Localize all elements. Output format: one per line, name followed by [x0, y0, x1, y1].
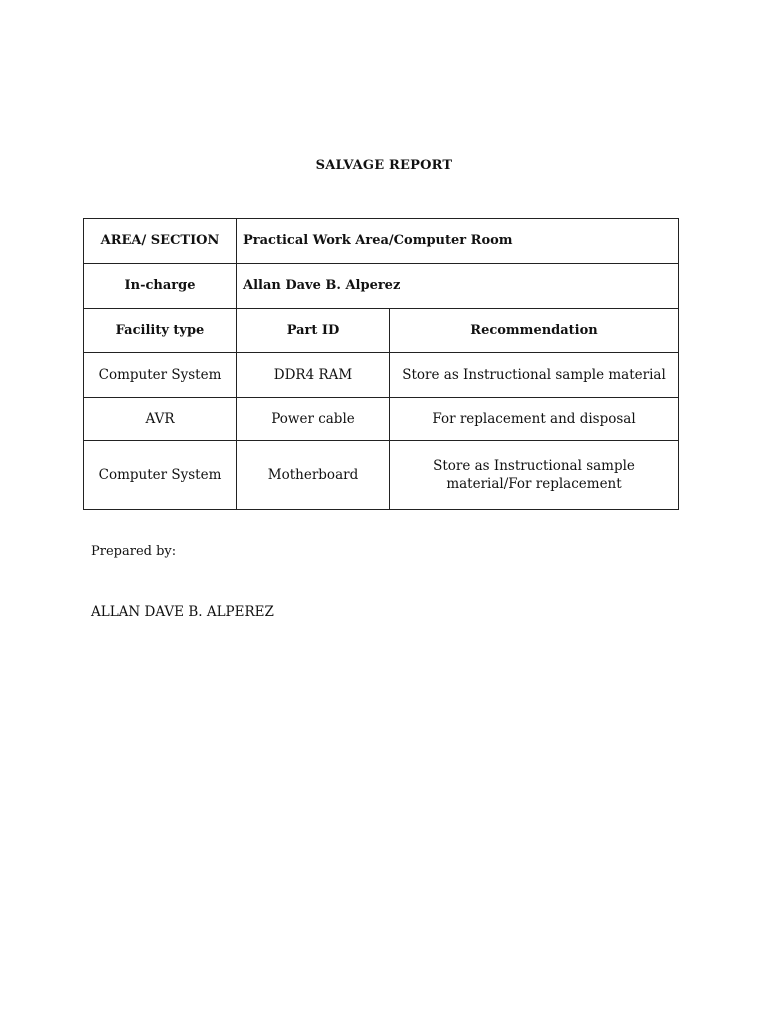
part-id-cell: Power cable [237, 398, 390, 441]
part-id-cell: DDR4 RAM [237, 353, 390, 398]
facility-type-cell: Computer System [84, 353, 237, 398]
area-section-row [84, 219, 679, 264]
recommendation-cell: For replacement and disposal [390, 398, 679, 441]
salvage-report-table [83, 218, 679, 510]
in-charge-value: Allan Dave B. Alperez [237, 264, 679, 309]
part-id-cell: Motherboard [237, 441, 390, 510]
recommendation-cell: Store as Instructional sample material/For replacement [390, 441, 679, 510]
in-charge-row [84, 264, 679, 309]
table-row [84, 353, 679, 398]
header-facility-type: Facility type [84, 309, 237, 353]
recommendation-cell: Store as Instructional sample material [390, 353, 679, 398]
preparer-name: ALLAN DAVE B. ALPEREZ [91, 604, 274, 620]
table-row [84, 441, 679, 510]
header-part-id: Part ID [237, 309, 390, 353]
prepared-by-label: Prepared by: [91, 544, 177, 559]
table-row [84, 398, 679, 441]
header-recommendation: Recommendation [390, 309, 679, 353]
area-section-label: AREA/ SECTION [84, 219, 237, 264]
in-charge-label: In-charge [84, 264, 237, 309]
facility-type-cell: AVR [84, 398, 237, 441]
table-header-row [84, 309, 679, 353]
area-section-value: Practical Work Area/Computer Room [237, 219, 679, 264]
page-title: SALVAGE REPORT [315, 158, 453, 173]
facility-type-cell: Computer System [84, 441, 237, 510]
